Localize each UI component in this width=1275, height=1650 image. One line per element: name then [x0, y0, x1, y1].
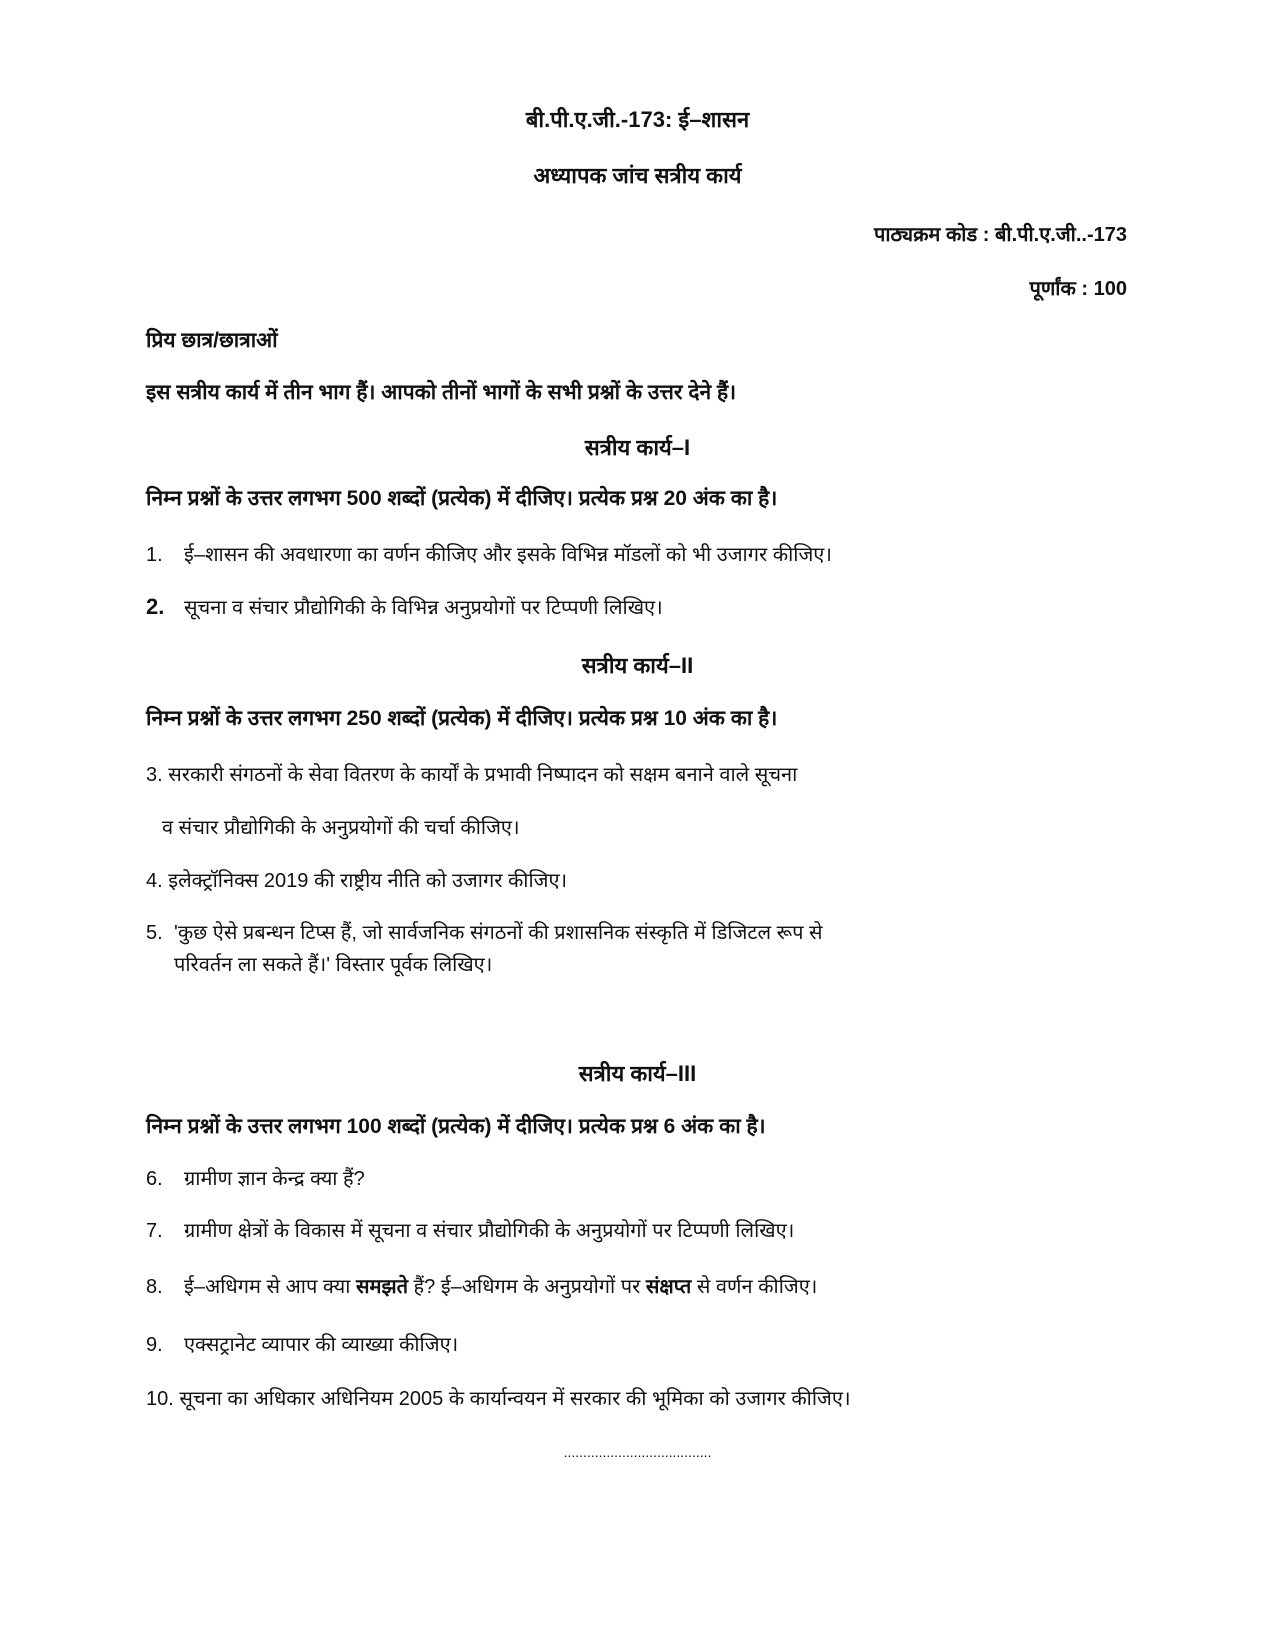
question-item: [146, 918, 823, 945]
question-text-line2: परिवर्तन ला सकते हैं।' विस्तार पूर्वक लिखिए।: [174, 954, 493, 976]
question-number: 3.: [146, 764, 163, 786]
question-item: [146, 1272, 817, 1299]
question-text-line1: 'कुछ ऐसे प्रबन्धन टिप्स हैं, जो सार्वजनिक संगठनों की प्रशासनिक संस्कृति में डिजिटल रूप से: [174, 922, 823, 944]
question-text: ग्रामीण ज्ञान केन्द्र क्या हैं?: [184, 1168, 365, 1190]
question-item: [146, 593, 663, 620]
question-text-line1: सरकारी संगठनों के सेवा वितरण के कार्यों के प्रभावी निष्पादन को सक्षम बनाने वाले सूचना: [168, 764, 798, 786]
max-marks: पूर्णांक : 100: [1029, 278, 1127, 300]
document-title: बी.पी.ए.जी.-173: ई–शासन: [525, 107, 750, 132]
question-item: [146, 1330, 458, 1357]
question-number: 5.: [146, 922, 163, 944]
section-instruction-3: निम्न प्रश्नों के उत्तर लगभग 100 शब्दों (प्रत्येक) में दीजिए। प्रत्येक प्रश्न 6 अंक का है।: [146, 1115, 766, 1138]
question-number: 6.: [146, 1168, 163, 1190]
question-item: [146, 1384, 851, 1411]
question-text-line2: व संचार प्रौद्योगिकी के अनुप्रयोगों की चर्चा कीजिए।: [162, 817, 520, 839]
question-item: [146, 760, 797, 787]
question-number: 7.: [146, 1220, 163, 1242]
emphasized-word: समझते: [355, 1276, 408, 1298]
question-text: ई–शासन की अवधारणा का वर्णन कीजिए और इसके विभिन्न मॉडलों को भी उजागर कीजिए।: [184, 544, 832, 566]
emphasized-word: संक्षप्त: [645, 1276, 692, 1298]
question-text-part: हैं? ई–अधिगम के अनुप्रयोगों पर: [413, 1276, 641, 1298]
section-instruction-2: निम्न प्रश्नों के उत्तर लगभग 250 शब्दों (प्रत्येक) में दीजिए। प्रत्येक प्रश्न 10 अंक का है।: [146, 707, 778, 730]
question-text: एक्सट्रानेट व्यापार की व्याख्या कीजिए।: [184, 1334, 459, 1356]
question-text: सूचना का अधिकार अधिनियम 2005 के कार्यान्वयन में सरकार की भूमिका को उजागर कीजिए।: [179, 1388, 851, 1410]
question-text: सूचना व संचार प्रौद्योगिकी के विभिन्न अनुप्रयोगों पर टिप्पणी लिखिए।: [184, 597, 663, 619]
general-instruction: इस सत्रीय कार्य में तीन भाग हैं। आपको तीनों भागों के सभी प्रश्नों के उत्तर देने हैं।: [146, 381, 737, 404]
question-text-part: से वर्णन कीजिए।: [696, 1276, 818, 1298]
section-instruction-1: निम्न प्रश्नों के उत्तर लगभग 500 शब्दों (प्रत्येक) में दीजिए। प्रत्येक प्रश्न 20 अंक का है।: [146, 487, 778, 510]
question-number: 8.: [146, 1276, 163, 1298]
question-text: ग्रामीण क्षेत्रों के विकास में सूचना व संचार प्रौद्योगिकी के अनुप्रयोगों पर टिप्पणी लिखिए।: [184, 1220, 795, 1242]
question-item: [146, 1164, 365, 1191]
question-number: 4.: [146, 870, 163, 892]
course-code: पाठ्यक्रम कोड : बी.पी.ए.जी..-173: [873, 224, 1127, 246]
question-text: इलेक्ट्रॉनिक्स 2019 की राष्ट्रीय नीति को उजागर कीजिए।: [168, 870, 568, 892]
question-number: 2.: [146, 594, 165, 619]
question-item: [146, 866, 567, 893]
question-number: 1.: [146, 544, 163, 566]
end-separator: ......................................: [563, 1444, 712, 1460]
question-text-part: ई–अधिगम से आप क्या: [184, 1276, 351, 1298]
document-subtitle: अध्यापक जांच सत्रीय कार्य: [533, 163, 742, 188]
section-title-3: सत्रीय कार्य–III: [578, 1061, 697, 1086]
question-number: 9.: [146, 1334, 163, 1356]
question-number: 10.: [146, 1388, 174, 1410]
question-item: [146, 1216, 794, 1243]
salutation: प्रिय छात्र/छात्राओं: [146, 329, 278, 352]
question-item: [146, 540, 832, 567]
section-title-1: सत्रीय कार्य–I: [584, 435, 691, 460]
section-title-2: सत्रीय कार्य–II: [581, 653, 694, 678]
